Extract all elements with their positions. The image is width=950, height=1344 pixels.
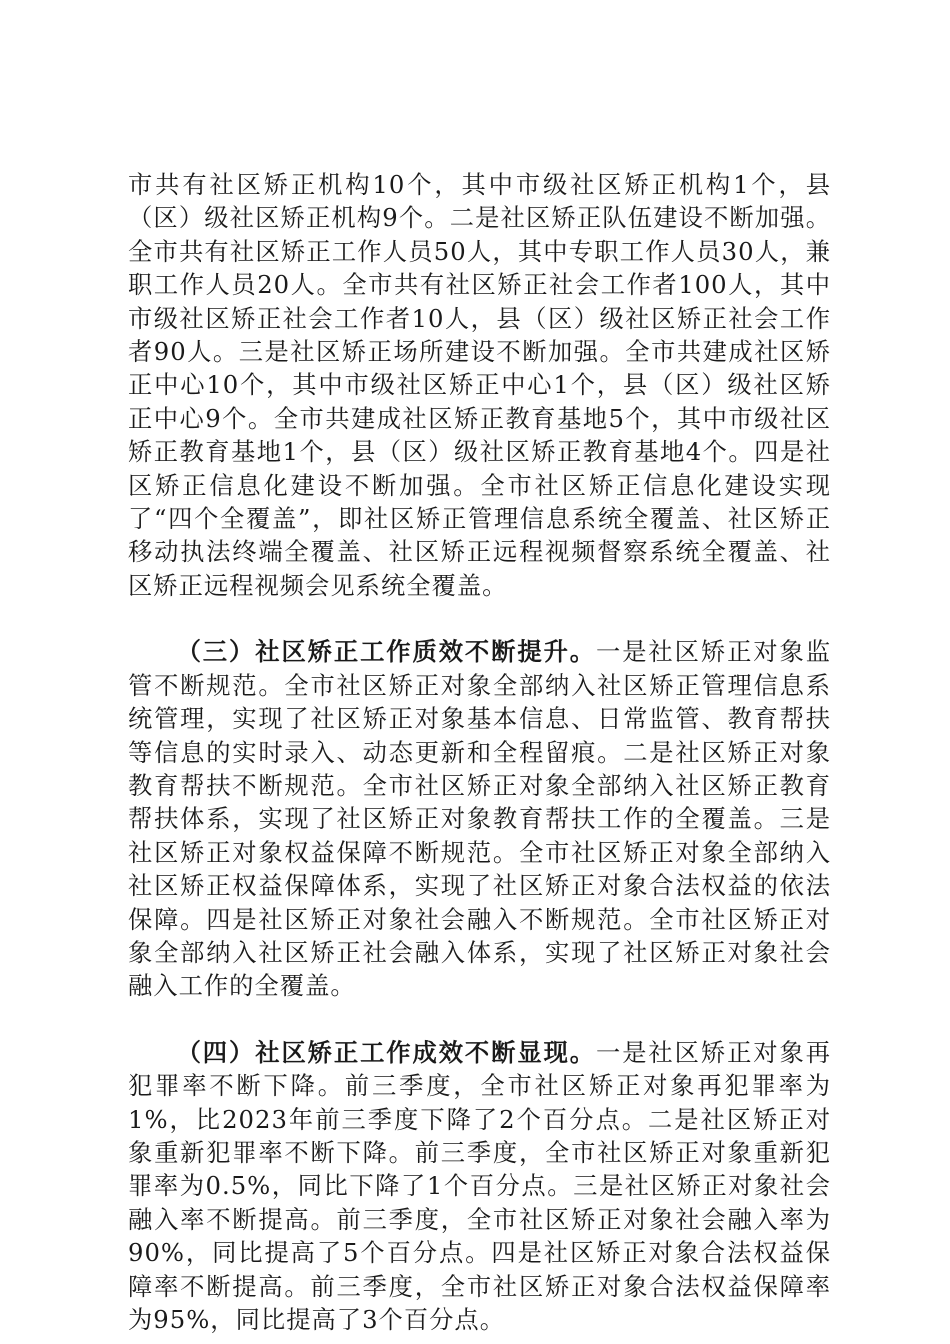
section-heading: （三）社区矫正工作质效不断提升。: [176, 637, 596, 667]
paragraph-body: 一是社区矫正对象监管不断规范。全市社区矫正对象全部纳入社区矫正管理信息系统管理，实现了社区矫正对象基本信息、日常监管、教育帮扶等信息的实时录入、动态更新和全程留痕。二是社区矫正对象教育帮扶不断规范。全市社区矫正对象全部纳入社区矫正教育帮扶体系，实现了社区矫正对象教育帮扶工作的全覆盖。三是社区矫正对象权益保障不断规范。全市社区矫正对象全部纳入社区矫正权益保障体系，实现了社区矫正对象合法权益的依法保障。四是社区矫正对象社会融入不断规范。全市社区矫正对象全部纳入社区矫正社会融入体系，实现了社区矫正对象社会融入工作的全覆盖。: [128, 637, 831, 1001]
document-page: [128, 168, 831, 1336]
section-heading: （四）社区矫正工作成效不断显现。: [176, 1037, 596, 1067]
paragraph-section-4: [128, 1036, 831, 1337]
paragraph-body: 一是社区矫正对象再犯罪率不断下降。前三季度，全市社区矫正对象再犯罪率为1%，比2023年前三季度下降了2个百分点。二是社区矫正对象重新犯罪率不断下降。前三季度，全市社区矫正对象重新犯罪率为0.5%，同比下降了1个百分点。三是社区矫正对象社会融入率不断提高。前三季度，全市社区矫正对象社会融入率为90%，同比提高了5个百分点。四是社区矫正对象合法权益保障率不断提高。前三季度，全市社区矫正对象合法权益保障率为95%，同比提高了3个百分点。: [128, 1037, 831, 1334]
paragraph-body: 市共有社区矫正机构10个，其中市级社区矫正机构1个，县（区）级社区矫正机构9个。二是社区矫正队伍建设不断加强。全市共有社区矫正工作人员50人，其中专职工作人员30人，兼职工作人员20人。全市共有社区矫正社会工作者100人，其中市级社区矫正社会工作者10人，县（区）级社区矫正社会工作者90人。三是社区矫正场所建设不断加强。全市共建成社区矫正中心10个，其中市级社区矫正中心1个，县（区）级社区矫正中心9个。全市共建成社区矫正教育基地5个，其中市级社区矫正教育基地1个，县（区）级社区矫正教育基地4个。四是社区矫正信息化建设不断加强。全市社区矫正信息化建设实现了“四个全覆盖”，即社区矫正管理信息系统全覆盖、社区矫正移动执法终端全覆盖、社区矫正远程视频督察系统全覆盖、社区矫正远程视频会见系统全覆盖。: [128, 170, 831, 600]
paragraph-section-3: [128, 635, 831, 1002]
paragraph-continuation: [128, 168, 831, 602]
